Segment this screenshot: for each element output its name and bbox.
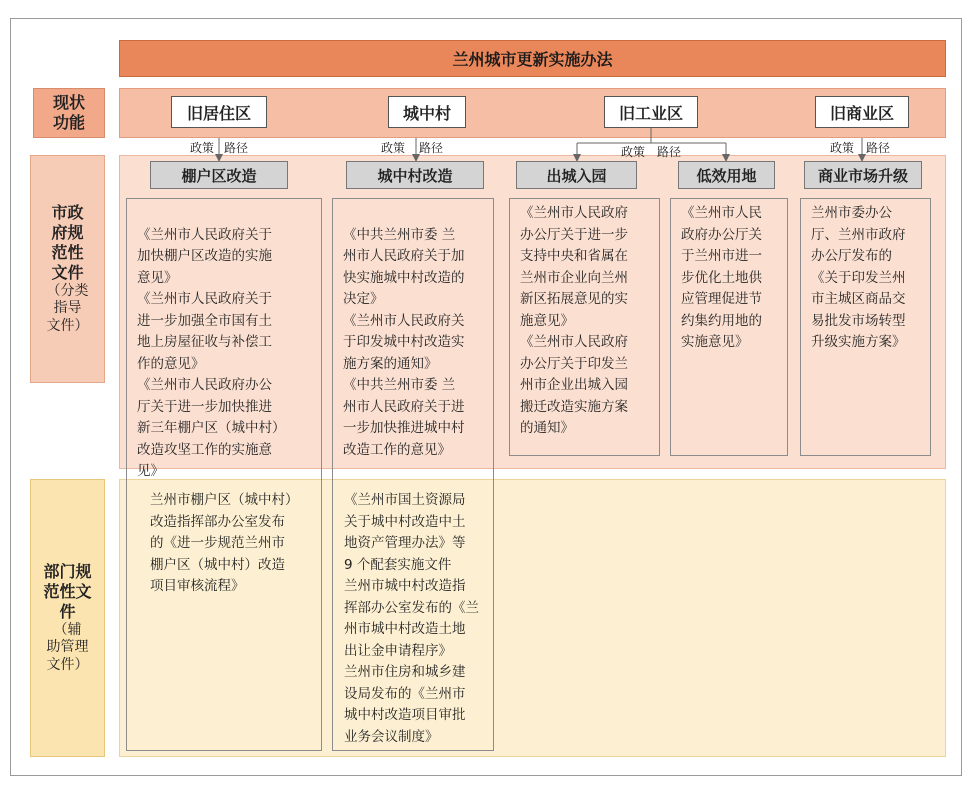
department-doc-urban-village: 《兰州市国土资源局 关于城中村改造中土 地资产管理办法》等 9 个配套实施文件 兰州市城中村改造指 挥部办公室发布的《兰 州市城中村改造土地 出让金申请程序》 兰州市住房和城乡建 设局发布的《兰州市 城中村改造项目审批 业务会议制度》 bbox=[344, 492, 479, 745]
row-label-municipal-main: 市政 府规 范性 文件 bbox=[51, 202, 84, 282]
function-urban-village: 城中村 bbox=[388, 96, 466, 128]
category-shantytown: 棚户区改造 bbox=[150, 161, 288, 189]
label-policy-2: 政策 bbox=[381, 141, 406, 155]
category-inefficient-land: 低效用地 bbox=[678, 161, 775, 189]
municipal-doc-inefficient-land: 《兰州市人民 政府办公厅关 于兰州市进一 步优化土地供 应管理促进节 约集约用地的 实施意见》 bbox=[670, 198, 788, 456]
department-doc-shantytown: 兰州市棚户区（城中村） 改造指挥部办公室发布 的《进一步规范兰州市 棚户区（城中村）改造 项目审核流程》 bbox=[150, 492, 299, 594]
label-path-2: 路径 bbox=[419, 141, 444, 155]
row-label-department-main: 部门规 范性文 件 bbox=[43, 561, 92, 621]
category-urban-village: 城中村改造 bbox=[346, 161, 484, 189]
row-label-department-sub: （辅 助管理 文件） bbox=[46, 621, 89, 673]
municipal-doc-urban-village: 《中共兰州市委 兰 州市人民政府关于加 快实施城中村改造的 决定》 《兰州市人民政府关 于印发城中村改造实 施方案的通知》 《中共兰州市委 兰 州市人民政府关于进 一步加快推进城中村 改造工作的意见》 bbox=[343, 226, 465, 458]
row-label-municipal-sub: （分类 指导 文件） bbox=[46, 282, 89, 334]
label-path-1: 路径 bbox=[224, 141, 249, 155]
municipal-doc-market-upgrade: 兰州市委办公 厅、兰州市政府 办公厅发布的 《关于印发兰州 市主城区商品交 易批发市场转型 升级实施方案》 bbox=[800, 198, 931, 456]
docs-shantytown bbox=[126, 198, 322, 751]
municipal-doc-shantytown: 《兰州市人民政府关于 加快棚户区改造的实施 意见》 《兰州市人民政府关于 进一步加强全市国有土 地上房屋征收与补偿工 作的意见》 《兰州市人民政府办公 厅关于进一步加快推进 新三年棚户区（城中村） 改造攻坚工作的实施意 见》 bbox=[137, 226, 286, 479]
label-policy-4: 政策 bbox=[830, 141, 855, 155]
label-path-4: 路径 bbox=[866, 141, 891, 155]
function-old-residential: 旧居住区 bbox=[171, 96, 267, 128]
municipal-doc-relocation: 《兰州市人民政府 办公厅关于进一步 支持中央和省属在 兰州市企业向兰州 新区拓展意见的实 施意见》 《兰州市人民政府 办公厅关于印发兰 州市企业出城入园 搬迁改造实施方案 的通知》 bbox=[509, 198, 660, 456]
category-market-upgrade: 商业市场升级 bbox=[804, 161, 922, 189]
diagram-title: 兰州城市更新实施办法 bbox=[119, 40, 946, 77]
function-old-commercial: 旧商业区 bbox=[815, 96, 909, 128]
label-path-3: 路径 bbox=[657, 145, 682, 159]
category-relocation: 出城入园 bbox=[516, 161, 637, 189]
function-old-industrial: 旧工业区 bbox=[604, 96, 698, 128]
label-policy-1: 政策 bbox=[190, 141, 215, 155]
label-policy-3: 政策 bbox=[621, 145, 646, 159]
row-label-function-main: 现状 功能 bbox=[52, 93, 85, 132]
